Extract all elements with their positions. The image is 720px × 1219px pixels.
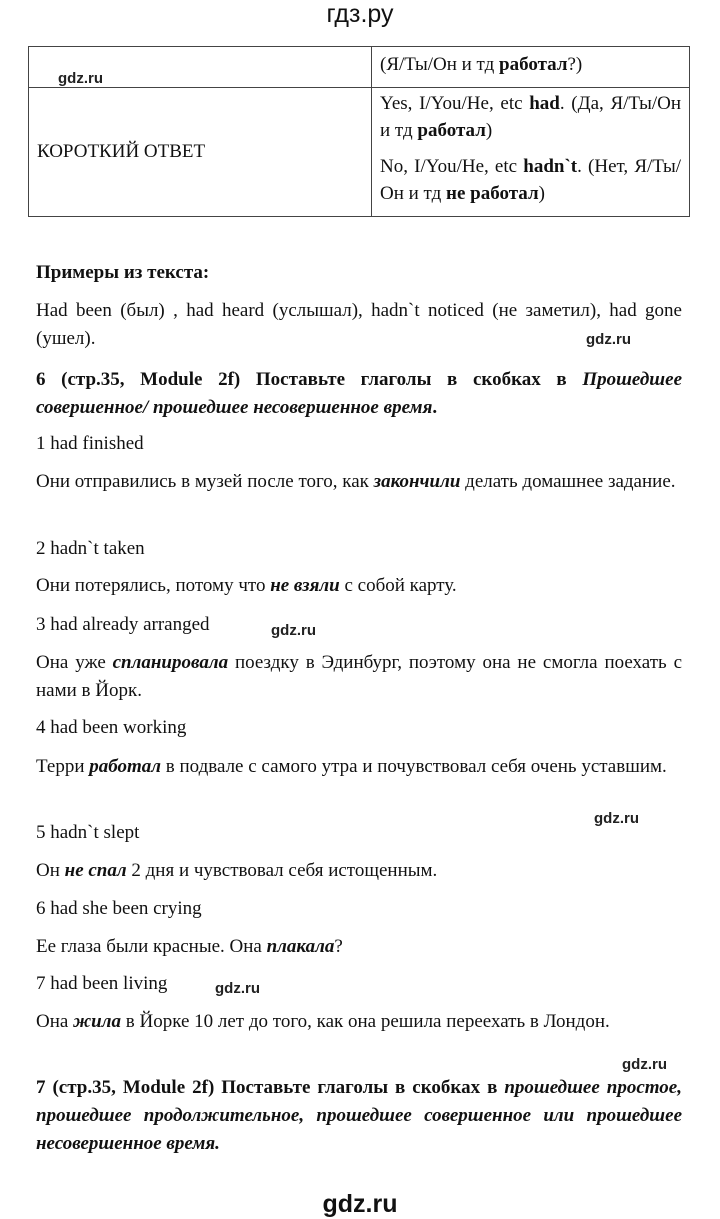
task6-translation-2: Они потерялись, потому что не взяли с собой карту. bbox=[36, 575, 457, 596]
examples-text: Had been (был) , had heard (услышал), hadn`t noticed (не заметил), had gone (ушел). bbox=[36, 300, 682, 349]
task6-answer-4: 4 had been working bbox=[36, 717, 187, 738]
task6-answer-6: 6 had she been crying bbox=[36, 898, 202, 919]
site-title: гдз.ру bbox=[326, 0, 394, 28]
task6-translation-7: Она жила в Йорке 10 лет до того, как она решила переехать в Лондон. bbox=[36, 1011, 610, 1032]
task6-translation-3: Она уже спланировала поездку в Эдинбург, поэтому она не смогла поехать с нами в Йорк. bbox=[36, 652, 682, 701]
task6-translation-4: Терри работал в подвале с самого утра и почувствовал себя очень уставшим. bbox=[36, 756, 667, 777]
site-footer bbox=[0, 1190, 720, 1219]
task6-answer-1: 1 had finished bbox=[36, 433, 144, 454]
watermark: gdz.ru bbox=[58, 70, 103, 87]
short-answer-label-cell bbox=[29, 88, 372, 217]
question-form-cell bbox=[372, 47, 690, 88]
task6-translation-5: Он не спал 2 дня и чувствовал себя истощенным. bbox=[36, 860, 438, 881]
task7-heading: 7 (стр.35, Module 2f) Поставьте глаголы в скобках в прошедшее простое, прошедшее продолжительное, прошедшее совершенное или прошедшее несовершенное время. bbox=[36, 1077, 682, 1154]
watermark: gdz.ru bbox=[622, 1056, 667, 1073]
footer-site: gdz.ru bbox=[322, 1190, 398, 1218]
short-answer-yes: Yes, I/You/He, etc had. (Да, Я/Ты/Он и тд работал) bbox=[380, 93, 681, 141]
table-row bbox=[29, 88, 690, 217]
grammar-table bbox=[28, 46, 690, 217]
short-answer-label: КОРОТКИЙ ОТВЕТ bbox=[37, 141, 206, 162]
task6-translation-1: Они отправились в музей после того, как закончили делать домашнее задание. bbox=[36, 471, 676, 492]
short-answer-cell bbox=[372, 88, 690, 217]
examples-heading: Примеры из текста: bbox=[36, 262, 210, 283]
task6-answer-7: 7 had been living bbox=[36, 973, 168, 994]
task6-answer-3: 3 had already arranged bbox=[36, 614, 210, 635]
watermark: gdz.ru bbox=[586, 331, 631, 348]
table-row bbox=[29, 47, 690, 88]
watermark: gdz.ru bbox=[215, 980, 260, 997]
watermark: gdz.ru bbox=[594, 810, 639, 827]
short-answer-no: No, I/You/He, etc hadn`t. (Нет, Я/Ты/Он и тд не работал) bbox=[380, 156, 681, 204]
task6-heading: 6 (стр.35, Module 2f) Поставьте глаголы в скобках в Прошедшее совершенное/ прошедшее несовершенное время. bbox=[36, 369, 682, 418]
watermark: gdz.ru bbox=[271, 622, 316, 639]
site-header bbox=[0, 0, 720, 28]
task6-answer-2: 2 hadn`t taken bbox=[36, 538, 145, 559]
task6-translation-6: Ее глаза были красные. Она плакала? bbox=[36, 936, 343, 957]
task6-answer-5: 5 hadn`t slept bbox=[36, 822, 140, 843]
question-form-text: (Я/Ты/Он и тд работал?) bbox=[380, 54, 583, 75]
